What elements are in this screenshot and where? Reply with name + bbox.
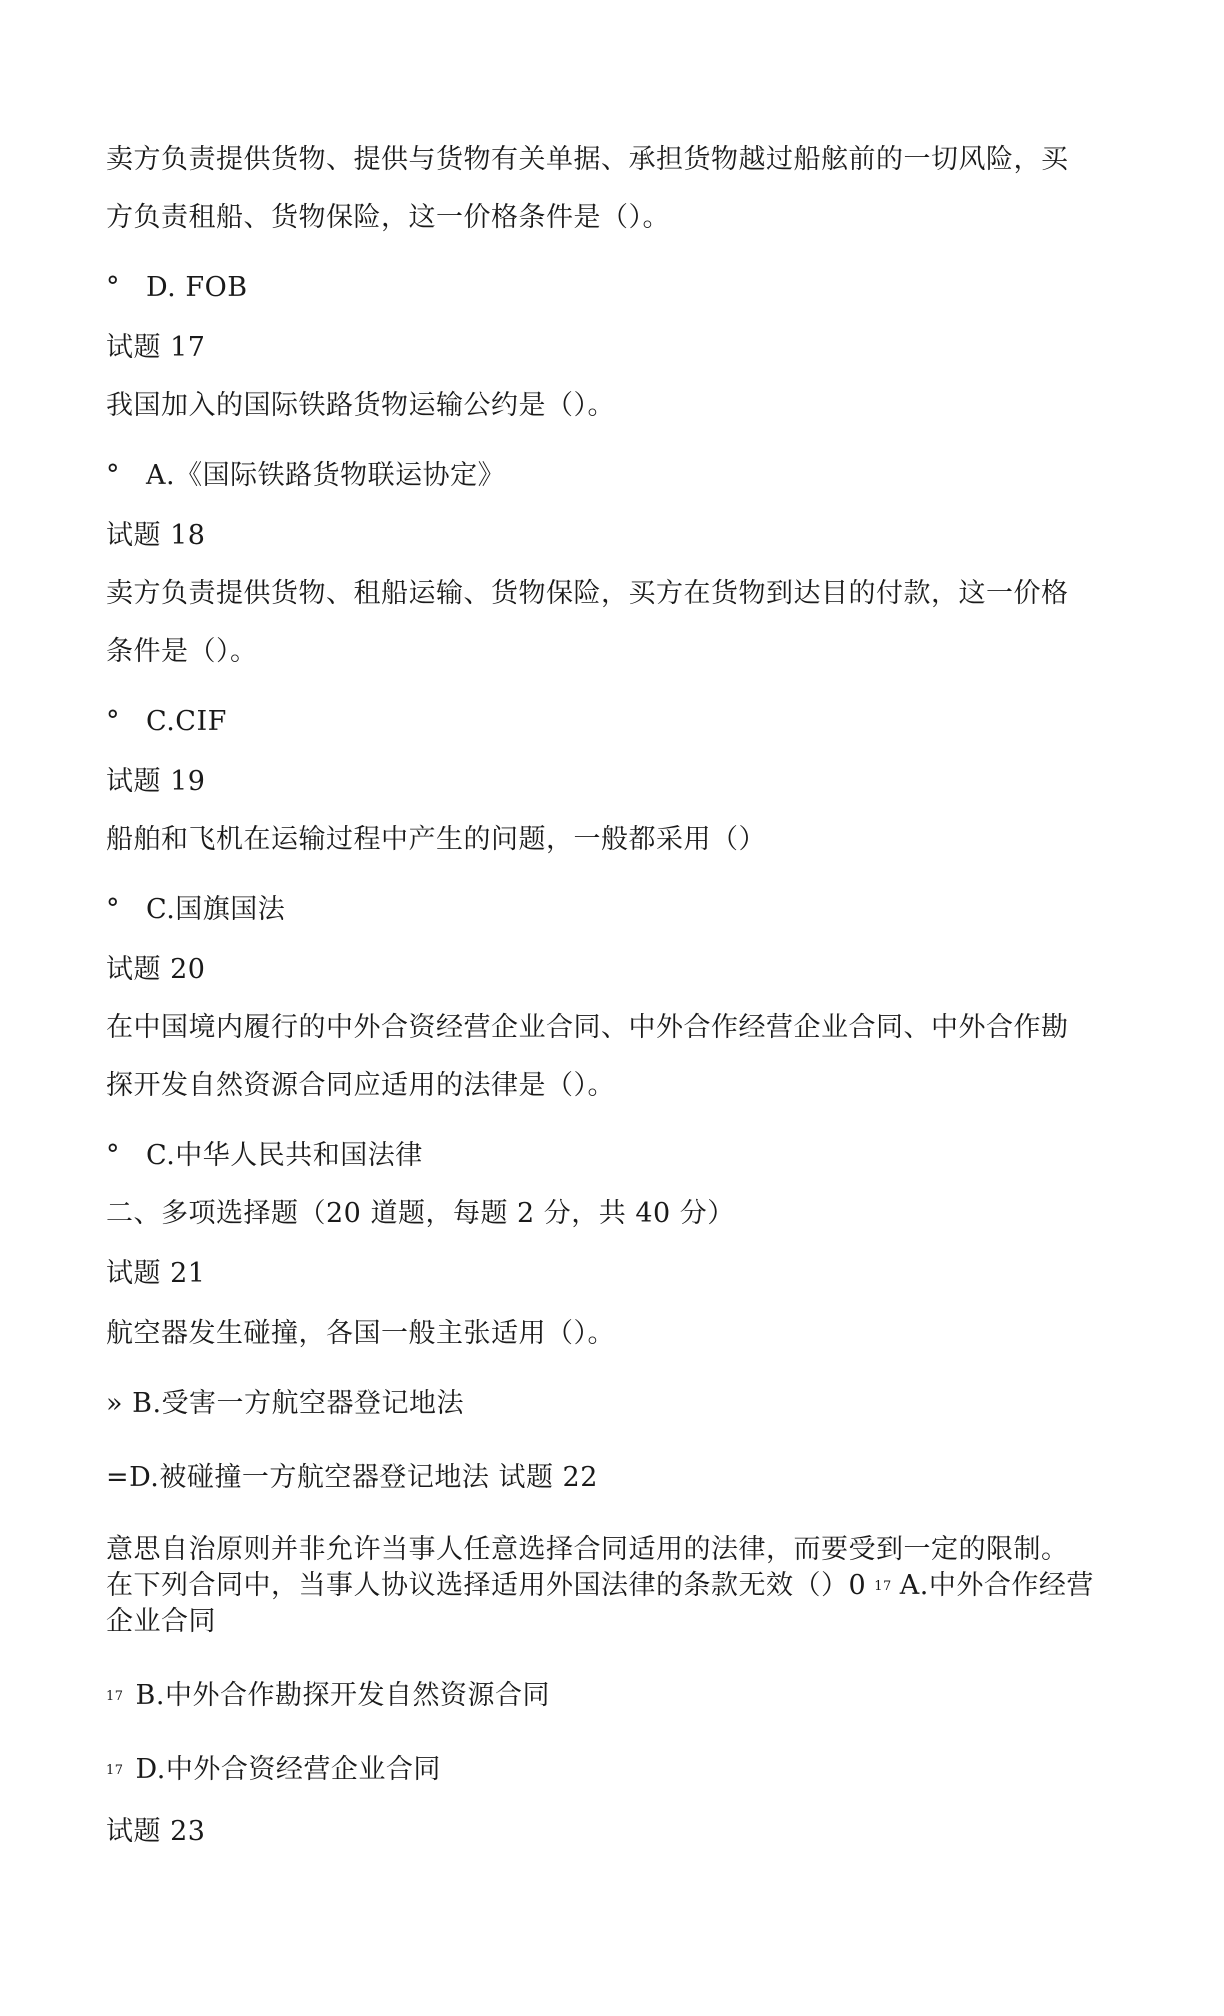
q22-option-d-row	[106, 1752, 441, 1789]
q22-option-d: D.中外合资经营企业合同	[135, 1754, 441, 1785]
q22-stem-line-3: 企业合同	[106, 1606, 216, 1637]
q22-option-b-row	[106, 1678, 550, 1715]
q20-stem-line-2: 探开发自然资源合同应适用的法律是（）。	[106, 1070, 615, 1101]
q17-answer-row	[106, 458, 505, 494]
q22-stem-line-2	[106, 1568, 1094, 1605]
q18-label: 试题 18	[106, 520, 206, 551]
q20-stem-line-1: 在中国境内履行的中外合资经营企业合同、中外合作经营企业合同、中外合作勘	[106, 1012, 1069, 1043]
q22-option-d-marker: 17	[106, 1762, 124, 1778]
q16-answer: D. FOB	[146, 272, 248, 303]
q17-answer-marker: °	[106, 460, 120, 491]
q17-label: 试题 17	[106, 332, 206, 363]
q19-stem: 船舶和飞机在运输过程中产生的问题，一般都采用（）	[106, 824, 766, 855]
q17-answer: A.《国际铁路货物联运协定》	[146, 460, 506, 491]
q22-option-b-marker: 17	[106, 1688, 124, 1704]
q18-answer-row	[106, 704, 227, 740]
q20-answer-marker: °	[106, 1140, 120, 1171]
section-2-heading: 二、多项选择题（20 道题，每题 2 分，共 40 分）	[106, 1198, 735, 1229]
q16-answer-marker: °	[106, 272, 120, 303]
q19-answer: C.国旗国法	[146, 894, 286, 925]
q16-answer-row	[106, 270, 248, 306]
q20-answer-row	[106, 1138, 423, 1174]
q21-stem: 航空器发生碰撞，各国一般主张适用（）。	[106, 1318, 615, 1349]
q22-option-a: A.中外合作经营	[899, 1570, 1094, 1601]
q19-label: 试题 19	[106, 766, 206, 797]
q19-answer-marker: °	[106, 894, 120, 925]
q18-answer: C.CIF	[146, 706, 227, 737]
q18-stem-line-1: 卖方负责提供货物、租船运输、货物保险，买方在货物到达目的付款，这一价格	[106, 578, 1069, 609]
q22-stem-line-1: 意思自治原则并非允许当事人任意选择合同适用的法律，而要受到一定的限制。	[106, 1534, 1069, 1565]
q20-label: 试题 20	[106, 954, 206, 985]
q16-stem-line-1: 卖方负责提供货物、提供与货物有关单据、承担货物越过船舷前的一切风险，买	[106, 144, 1069, 175]
q22-stem-line-2-text: 在下列合同中，当事人协议选择适用外国法律的条款无效（）0	[106, 1570, 867, 1601]
q18-stem-line-2: 条件是（）。	[106, 636, 258, 667]
q17-stem: 我国加入的国际铁路货物运输公约是（）。	[106, 390, 615, 421]
q21-label: 试题 21	[106, 1258, 206, 1289]
q21-answer-d: =D.被碰撞一方航空器登记地法 试题 22	[106, 1462, 598, 1493]
q16-stem-line-2: 方负责租船、货物保险，这一价格条件是（）。	[106, 202, 670, 233]
q20-answer: C.中华人民共和国法律	[146, 1140, 423, 1171]
q18-answer-marker: °	[106, 706, 120, 737]
q22-option-a-marker: 17	[874, 1578, 892, 1594]
q23-label: 试题 23	[106, 1816, 206, 1847]
q19-answer-row	[106, 892, 285, 928]
q22-option-b: B.中外合作勘探开发自然资源合同	[135, 1680, 550, 1711]
q21-answer-b: » B.受害一方航空器登记地法	[106, 1388, 465, 1419]
